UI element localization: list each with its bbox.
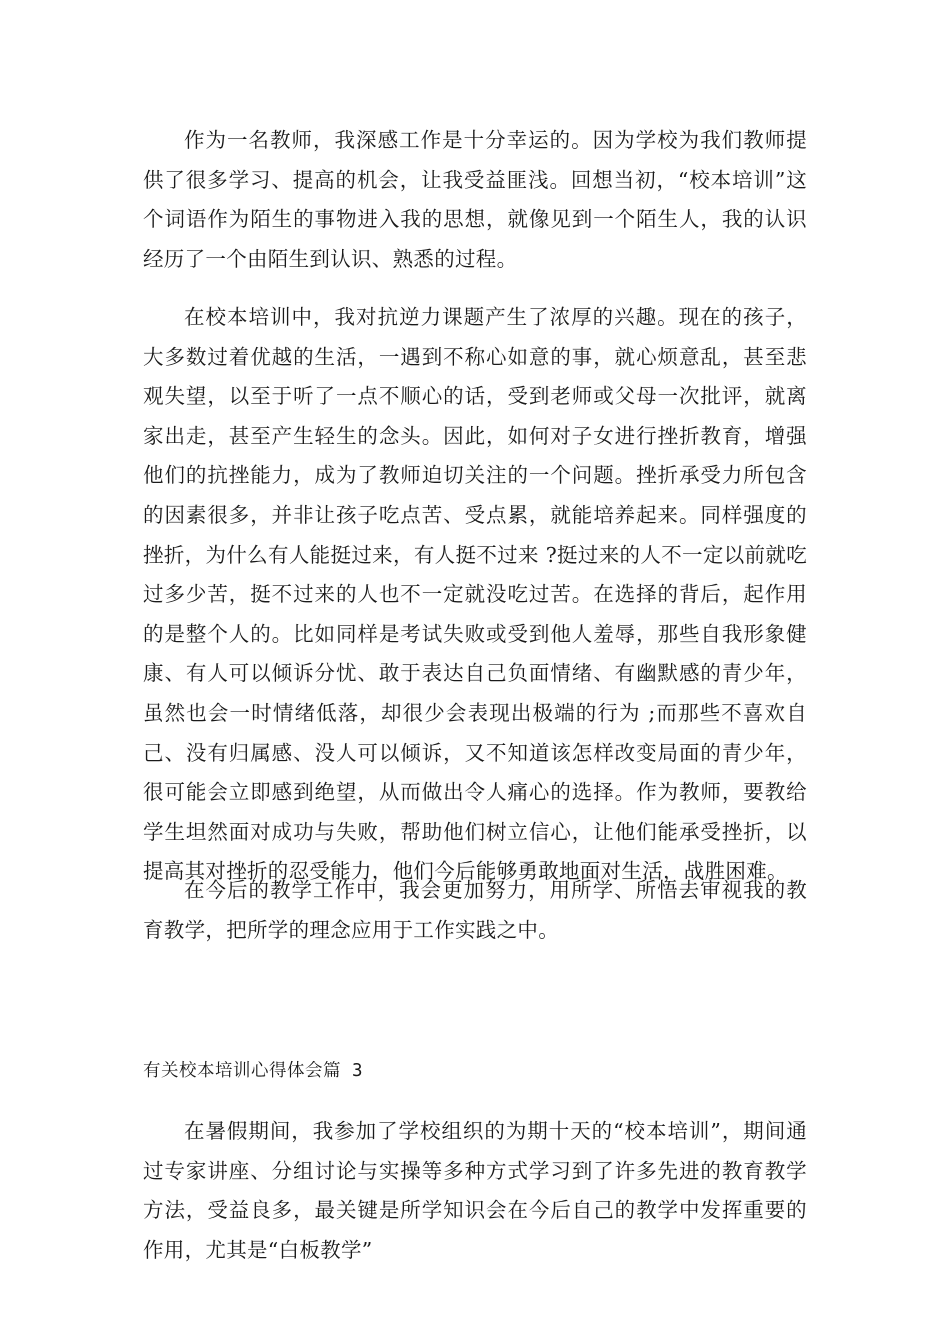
paragraph-future-work: 在今后的教学工作中，我会更加努力，用所学、所悟去审视我的教育教学，把所学的理念应用于工作实践之中。 (143, 878, 807, 942)
paragraph-summer-training: 在暑假期间，我参加了学校组织的为期十天的“校本培训”，期间通过专家讲座、分组讨论与实操等多种方式学习到了许多先进的教育教学方法，受益良多，最关键是所学知识会在今后自己的教学中发挥重要的作用，尤其是“白板教学” (143, 1119, 807, 1262)
paragraph-intro: 作为一名教师，我深感工作是十分幸运的。因为学校为我们教师提供了很多学习、提高的机会，让我受益匪浅。回想当初，“校本培训”这个词语作为陌生的事物进入我的思想，就像见到一个陌生人，我的认识经历了一个由陌生到认识、熟悉的过程。 (143, 128, 807, 271)
section-heading: 有关校本培训心得体会篇 3 (143, 1061, 364, 1081)
paragraph-resilience: 在校本培训中，我对抗逆力课题产生了浓厚的兴趣。现在的孩子，大多数过着优越的生活，一遇到不称心如意的事，就心烦意乱，甚至悲观失望，以至于听了一点不顺心的话，受到老师或父母一次批评，就离家出走，甚至产生轻生的念头。因此，如何对子女进行挫折教育，增强他们的抗挫能力，成为了教师迫切关注的一个问题。挫折承受力所包含的因素很多，并非让孩子吃点苦、受点累，就能培养起来。同样强度的挫折，为什么有人能挺过来，有人挺不过来 ?挺过来的人不一定以前就吃过多少苦，挺不过来的人也不一定就没吃过苦。在选择的背后，起作用的是整个人的。比如同样是考试失败或受到他人羞辱，那些自我形象健康、有人可以倾诉分忧、敢于表达自己负面情绪、有幽默感的青少年，虽然也会一时情绪低落，却很少会表现出极端的行为 ;而那些不喜欢自己、没有归属感、没人可以倾诉，又不知道该怎样改变局面的青少年，很可能会立即感到绝望，从而做出令人痛心的选择。作为教师，要教给学生坦然面对成功与失败，帮助他们树立信心，让他们能承受挫折，以提高其对挫折的忍受能力，他们今后能够勇敢地面对生活，战胜困难。 (143, 305, 807, 884)
